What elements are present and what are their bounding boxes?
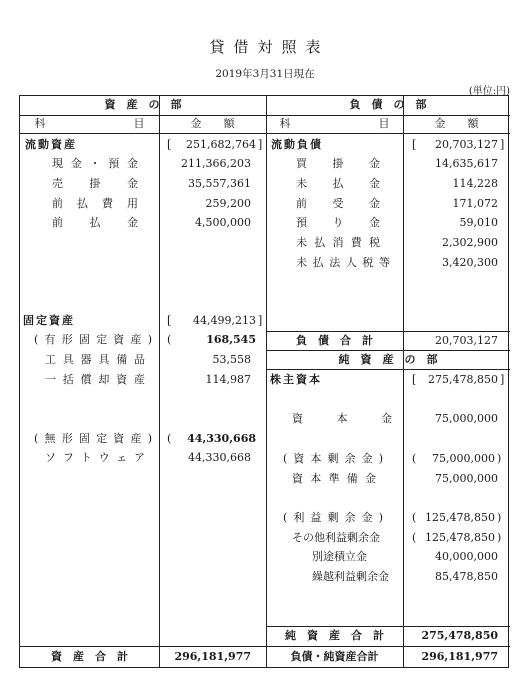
asset-item-label: 前払費用 — [52, 197, 138, 210]
special-reserve-amount: 40,000,000 — [435, 550, 498, 563]
divider — [266, 115, 510, 116]
assets-col-item: 科 目 — [34, 117, 145, 130]
grand-total-amount: 296,181,977 — [421, 650, 498, 663]
divider — [266, 626, 510, 627]
divider — [266, 350, 510, 351]
asset-item-amount: 44,330,668 — [188, 451, 251, 464]
total-liabilities-label: 負 債 合 計 — [296, 334, 373, 347]
liability-item-amount: 114,228 — [452, 177, 498, 190]
divider — [20, 115, 266, 116]
shareholders-equity-total: 275,478,850 — [428, 373, 498, 386]
total-assets-amount: 296,181,977 — [174, 650, 251, 663]
divider — [266, 646, 510, 647]
bracket-close: ] — [258, 314, 263, 327]
liability-item-amount: 2,302,900 — [442, 236, 498, 249]
liability-item-amount: 14,635,617 — [435, 157, 498, 170]
carried-forward-amount: 85,478,850 — [435, 570, 498, 583]
capital-amount: 75,000,000 — [435, 412, 498, 425]
asset-item-label: 売掛金 — [52, 177, 138, 190]
liabilities-heading: 負 債 の 部 — [349, 98, 427, 111]
other-retained-total: 125,478,850 — [425, 531, 495, 544]
paren-close: ) — [497, 511, 502, 524]
total-assets-label: 資 産 合 計 — [51, 650, 128, 663]
liabilities-col-amount: 金 額 — [434, 117, 479, 130]
liability-item-label: 預り金 — [296, 216, 380, 229]
liabilities-col-item: 科 目 — [279, 117, 390, 130]
divider — [20, 646, 266, 647]
liability-item-label: 未払消費税 — [296, 236, 380, 249]
current-assets-total: 251,682,764 — [186, 138, 256, 151]
unit-label: (単位:円) — [468, 86, 510, 97]
liability-item-amount: 59,010 — [459, 216, 498, 229]
divider — [20, 133, 266, 134]
liability-item-label: 未払金 — [296, 177, 380, 190]
total-liabilities-amount: 20,703,127 — [435, 334, 498, 347]
bracket-open: [ — [412, 138, 417, 151]
capital-reserve-label: 資本準備金 — [292, 472, 376, 485]
net-assets-heading: 純 資 産 の 部 — [338, 353, 438, 366]
capital-surplus-label: (資本剰余金) — [283, 452, 383, 465]
bracket-open: [ — [167, 138, 172, 151]
paren-close: ) — [497, 531, 502, 544]
bracket-close: ] — [500, 373, 505, 386]
bracket-open: [ — [167, 314, 172, 327]
asset-item-label: 現金・預金 — [52, 157, 138, 170]
liability-item-amount: 171,072 — [452, 197, 498, 210]
tangible-assets-label: (有形固定資産) — [34, 333, 152, 346]
asset-item-amount: 114,987 — [205, 373, 251, 386]
total-net-assets-amount: 275,478,850 — [421, 629, 498, 642]
tangible-assets-total: 168,545 — [206, 333, 256, 346]
report-date: 2019年3月31日現在 — [215, 68, 315, 80]
divider — [266, 331, 510, 332]
balance-sheet — [19, 95, 509, 668]
asset-item-amount: 211,366,203 — [181, 157, 251, 170]
capital-reserve-amount: 75,000,000 — [435, 472, 498, 485]
intangible-assets-total: 44,330,668 — [187, 432, 256, 445]
page-title: 貸借対照表 — [209, 38, 330, 56]
carried-forward-label: 繰越利益剰余金 — [312, 570, 389, 583]
current-liabilities-total: 20,703,127 — [435, 138, 498, 151]
liability-item-label: 前受金 — [296, 197, 380, 210]
divider — [266, 133, 510, 134]
liability-item-amount: 3,420,300 — [442, 256, 498, 269]
asset-item-amount: 4,500,000 — [195, 216, 251, 229]
liability-item-label: 未払法人税等 — [296, 256, 390, 269]
asset-item-label: 前払金 — [52, 216, 138, 229]
paren-open: ( — [412, 531, 417, 544]
paren-open: ( — [167, 333, 172, 346]
divider — [266, 96, 267, 667]
retained-earnings-total: 125,478,850 — [425, 511, 495, 524]
assets-heading: 資 産 の 部 — [104, 98, 182, 111]
paren-open: ( — [412, 511, 417, 524]
liability-item-label: 買掛金 — [296, 157, 380, 170]
capital-label: 資本金 — [292, 412, 392, 425]
current-liabilities-label: 流動負債 — [271, 138, 323, 151]
capital-surplus-total: 75,000,000 — [432, 452, 495, 465]
shareholders-equity-label: 株主資本 — [270, 373, 322, 386]
fixed-assets-total: 44,499,213 — [193, 314, 256, 327]
fixed-assets-label: 固定資産 — [23, 314, 75, 327]
asset-item-label: 一括償却資産 — [45, 373, 145, 386]
asset-item-label: 工具器具備品 — [45, 353, 145, 366]
divider — [266, 369, 510, 370]
asset-item-amount: 53,558 — [212, 353, 251, 366]
bracket-open: [ — [412, 373, 417, 386]
assets-col-amount: 金 額 — [190, 117, 235, 130]
special-reserve-label: 別途積立金 — [312, 550, 367, 563]
paren-close: ) — [497, 452, 502, 465]
asset-item-amount: 259,200 — [205, 197, 251, 210]
asset-item-label: ソフトウェア — [45, 451, 145, 464]
other-retained-label: その他利益剰余金 — [292, 531, 380, 544]
asset-item-amount: 35,557,361 — [188, 177, 251, 190]
paren-open: ( — [412, 452, 417, 465]
bracket-close: ] — [258, 138, 263, 151]
bracket-close: ] — [500, 138, 505, 151]
total-net-assets-label: 純 資 産 合 計 — [285, 629, 384, 642]
current-assets-label: 流動資産 — [25, 138, 77, 151]
grand-total-label: 負債・純資産合計 — [290, 650, 379, 663]
intangible-assets-label: (無形固定資産) — [34, 432, 152, 445]
retained-earnings-label: (利益剰余金) — [283, 511, 383, 524]
paren-open: ( — [167, 432, 172, 445]
